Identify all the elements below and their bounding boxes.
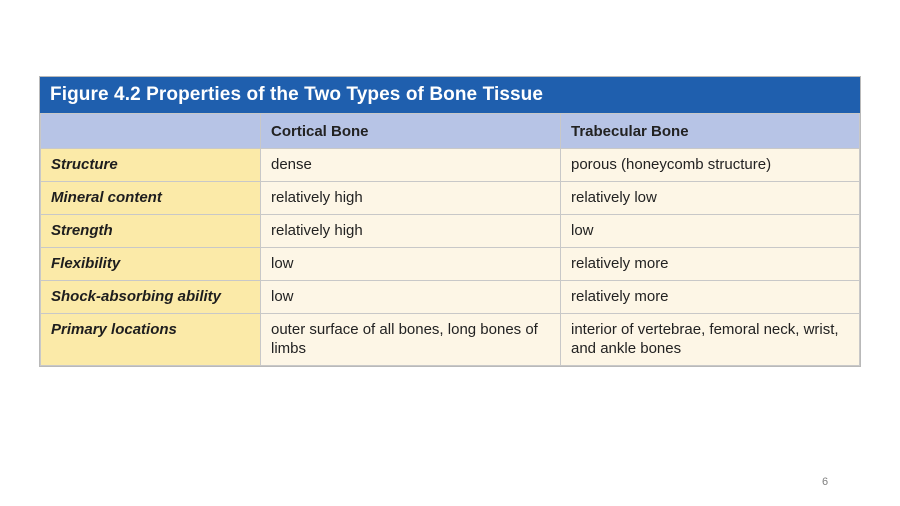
row-label-primary-locations: Primary locations [41,314,261,366]
cortical-flexibility: low [261,248,561,281]
table-row [41,182,860,215]
trabecular-mineral-content: relatively low [561,182,860,215]
trabecular-flexibility: relatively more [561,248,860,281]
table-row [41,149,860,182]
table-row [41,215,860,248]
table-row [41,281,860,314]
properties-table [40,113,860,366]
row-label-strength: Strength [41,215,261,248]
trabecular-structure: porous (honeycomb structure) [561,149,860,182]
page-number: 6 [822,476,829,488]
trabecular-strength: low [561,215,860,248]
row-label-shock-absorbing: Shock-absorbing ability [41,281,261,314]
trabecular-primary-locations: interior of vertebrae, femoral neck, wrist, and ankle bones [561,314,860,366]
header-cortical-bone: Cortical Bone [261,114,561,149]
header-blank-cell [41,114,261,149]
row-label-mineral-content: Mineral content [41,182,261,215]
cortical-mineral-content: relatively high [261,182,561,215]
cortical-primary-locations: outer surface of all bones, long bones of limbs [261,314,561,366]
header-trabecular-bone: Trabecular Bone [561,114,860,149]
cortical-strength: relatively high [261,215,561,248]
row-label-structure: Structure [41,149,261,182]
table-header-row [41,114,860,149]
table-row [41,248,860,281]
trabecular-shock-absorbing: relatively more [561,281,860,314]
cortical-shock-absorbing: low [261,281,561,314]
table-row [41,314,860,366]
row-label-flexibility: Flexibility [41,248,261,281]
cortical-structure: dense [261,149,561,182]
figure-title: Figure 4.2 Properties of the Two Types of Bone Tissue [40,77,860,113]
bone-tissue-figure [39,76,861,367]
